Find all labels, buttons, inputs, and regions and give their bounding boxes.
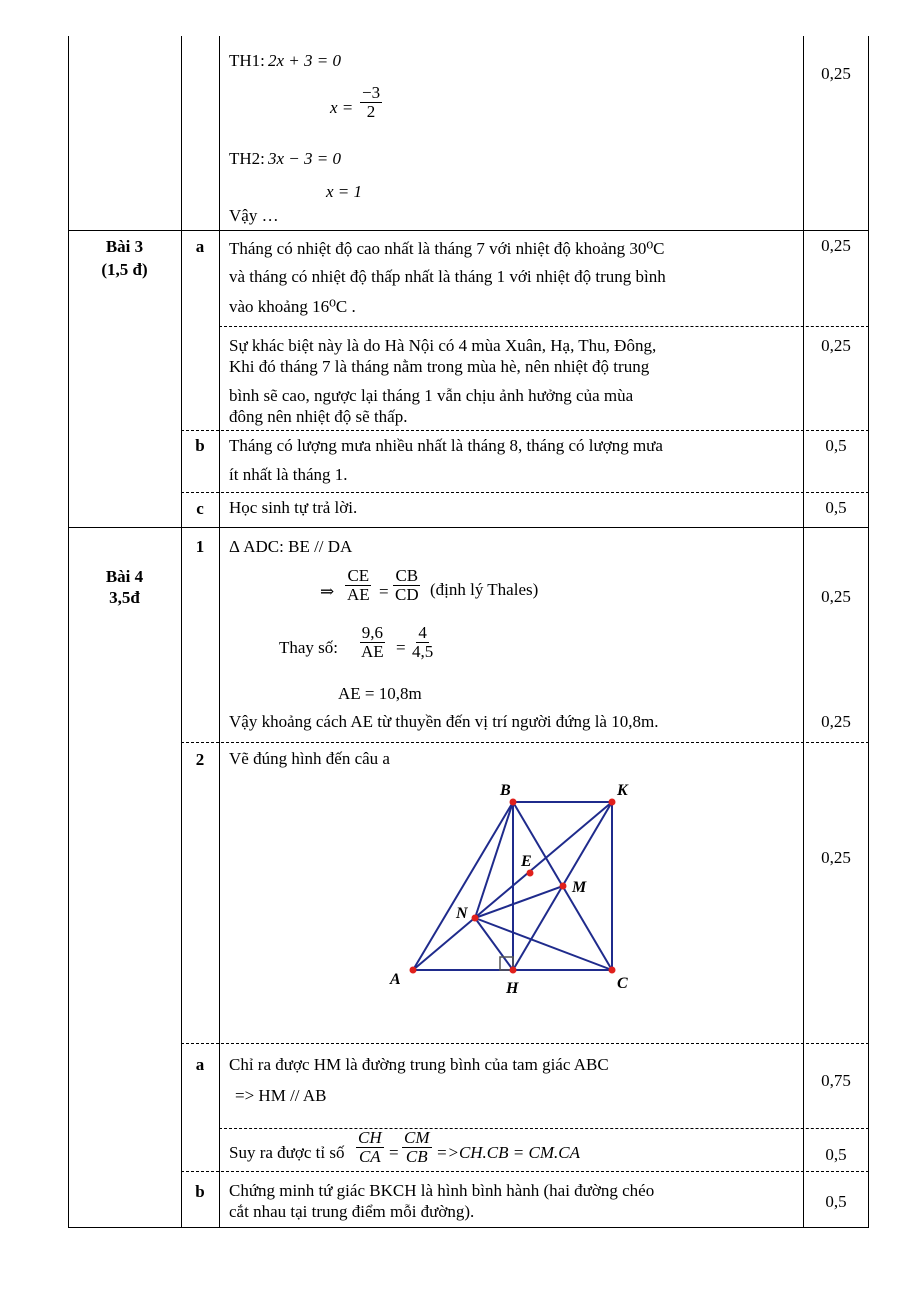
implies-arrow: ⇒ [320, 582, 335, 601]
th2-equation: 3x − 3 = 0 [268, 149, 341, 168]
text-line: đông nên nhiệt độ sẽ thấp. [229, 407, 408, 426]
geometry-figure [380, 775, 650, 1005]
fraction-96-ae: $\frac{9,6}{AE}$ [361, 623, 384, 661]
label-a: A [390, 971, 401, 988]
score: 0,25 [821, 848, 851, 867]
text-line: ít nhất là tháng 1. [229, 465, 348, 484]
label-e: E [521, 853, 532, 870]
score: 0,25 [821, 236, 851, 255]
text-line: Khi đó tháng 7 là tháng nằm trong mùa hè, nên nhiệt độ trung [229, 357, 650, 376]
score: 0,5 [825, 1192, 847, 1211]
score: 0,5 [825, 1145, 847, 1164]
equals-sign: = [396, 638, 406, 657]
text-line: bình sẽ cao, ngược lại tháng 1 vẫn chịu ảnh hưởng của mùa [229, 386, 634, 405]
fraction-cm-cb: $\frac{CM}{CB}$ [404, 1128, 430, 1166]
th2-label: TH2: [229, 149, 265, 168]
part-label: a [195, 237, 205, 256]
part-label: 2 [195, 750, 205, 769]
label-b: B [500, 782, 511, 799]
text-line: Chỉ ra được HM là đường trung bình của tam giác ABC [229, 1055, 609, 1074]
text-line: Tháng có lượng mưa nhiều nhất là tháng 8, tháng có lượng mưa [229, 436, 663, 455]
score: 0,25 [821, 587, 851, 606]
text-line: cắt nhau tại trung điểm mỗi đường). [229, 1202, 475, 1221]
score: 0,5 [825, 498, 847, 517]
fraction-4-45: $\frac{4}{4,5}$ [412, 623, 434, 661]
label-k: K [617, 782, 628, 799]
section-points: 3,5đ [109, 588, 140, 607]
text-line: Δ ADC: BE // DA [229, 537, 353, 556]
th1-equation: 2x + 3 = 0 [268, 51, 341, 70]
section-title: Bài 4 [105, 567, 144, 586]
part-label: b [195, 436, 205, 455]
text-line: Học sinh tự trả lời. [229, 498, 358, 517]
label-n: N [456, 905, 468, 922]
score: 0,25 [821, 336, 851, 355]
part-label: c [196, 499, 204, 518]
text-line: Suy ra được tỉ số [229, 1143, 345, 1162]
conclusion: Vậy … [229, 206, 279, 225]
part-label: 1 [195, 537, 205, 556]
fraction-ce-ae: $\frac{CE}{AE}$ [347, 566, 370, 604]
equals-sign: = [379, 582, 389, 601]
thales-note: (định lý Thales) [430, 580, 539, 599]
score: 0,5 [825, 436, 847, 455]
text-line: Tháng có nhiệt độ cao nhất là tháng 7 với nhiệt độ khoảng 30⁰C [229, 239, 665, 258]
label-m: M [572, 879, 587, 896]
substitute-label: Thay số: [279, 638, 339, 657]
score: 0,25 [821, 712, 851, 731]
fraction-ch-ca: $\frac{CH}{CA}$ [358, 1128, 382, 1166]
text-line: =>CH.CB = CM.CA [436, 1143, 580, 1162]
text-line: Vẽ đúng hình đến câu a [229, 749, 390, 768]
text-line: vào khoảng 16⁰C . [229, 297, 356, 316]
th1-label: TH1: [229, 51, 265, 70]
score: 0,25 [821, 64, 851, 83]
text-line: => HM // AB [235, 1086, 327, 1105]
x-result: x = 1 [326, 182, 363, 201]
part-label: b [195, 1182, 205, 1201]
part-label: a [195, 1055, 205, 1074]
fraction-cb-cd: $\frac{CB}{CD}$ [395, 566, 419, 604]
x-equals: x = [330, 98, 354, 117]
score: 0,75 [821, 1071, 851, 1090]
text-line: Sự khác biệt này là do Hà Nội có 4 mùa Xuân, Hạ, Thu, Đông, [229, 336, 657, 355]
label-h: H [506, 980, 519, 997]
ae-result: AE = 10,8m [338, 684, 422, 703]
section-title: Bài 3 [105, 237, 144, 256]
equals-sign: = [389, 1143, 399, 1162]
label-c: C [617, 975, 628, 992]
text-line: Chứng minh tứ giác BKCH là hình bình hành (hai đường chéo [229, 1181, 655, 1200]
text-line: và tháng có nhiệt độ thấp nhất là tháng 1 với nhiệt độ trung bình [229, 267, 666, 286]
text-line: Vậy khoảng cách AE từ thuyền đến vị trí người đứng là 10,8m. [229, 712, 659, 731]
x-fraction: $\frac{-3}{2}$ [362, 83, 381, 121]
section-points: (1,5 đ) [101, 260, 148, 279]
